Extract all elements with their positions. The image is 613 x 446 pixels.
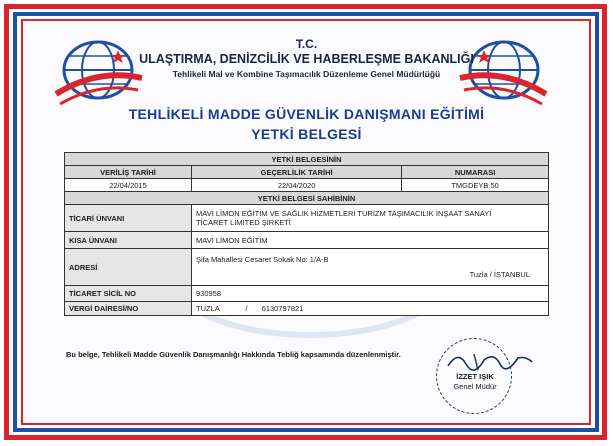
address-value	[192, 249, 549, 286]
tax-value	[192, 302, 549, 316]
certificate-section-header: YETKİ BELGESİNİN	[65, 153, 549, 166]
tax-number: 6130797821	[261, 304, 304, 313]
address-line1: Şifa Mahallesi Cesaret Sokak No: 1/A-B	[196, 255, 329, 264]
trade-name-line1: MAVİ LİMON EĞİTİM VE SAĞLIK HİZMETLERİ TURİZM TAŞIMACILIK İNŞAAT SANAYİ	[196, 209, 492, 218]
short-name-value: MAVİ LİMON EĞİTİM	[192, 232, 549, 249]
number-value: TMGDEYB.50	[402, 179, 549, 192]
trade-name-value	[192, 205, 549, 232]
certificate-table	[64, 152, 549, 316]
tax-label: VERGİ DAİRESİ/NO	[65, 302, 192, 316]
registry-label: TİCARET SİCİL NO	[65, 286, 192, 302]
short-name-label: KISA ÜNVANI	[65, 232, 192, 249]
issue-date-header: VERİLİŞ TARİHİ	[65, 166, 192, 179]
signature-icon	[444, 346, 534, 374]
legal-note: Bu belge, Tehlikeli Madde Güvenlik Danışmanlığı Hakkında Tebliğ kapsamında düzenlenmiştir.	[66, 350, 401, 359]
valid-date-value: 22/04/2020	[192, 179, 402, 192]
address-city: Tuzla / İSTANBUL	[469, 270, 530, 279]
tax-separator: /	[245, 304, 248, 313]
address-label: ADRESİ	[65, 249, 192, 286]
number-header: NUMARASI	[402, 166, 549, 179]
trade-name-label: TİCARİ ÜNVANI	[65, 205, 192, 232]
issue-date-value: 22/04/2015	[65, 179, 192, 192]
signer-title: Genel Müdür	[453, 382, 497, 391]
valid-date-header: GEÇERLİLİK TARİHİ	[192, 166, 402, 179]
holder-section-header: YETKİ BELGESİ SAHİBİNİN	[65, 192, 549, 205]
directorate-name: Tehlikeli Mal ve Kombine Taşımacılık Düzenleme Genel Müdürlüğü	[172, 69, 441, 79]
certificate-subtitle: YETKİ BELGESİ	[251, 126, 362, 142]
ministry-name: ULAŞTIRMA, DENİZCİLİK VE HABERLEŞME BAKANLIĞI	[139, 52, 474, 66]
certificate-title: TEHLİKELİ MADDE GÜVENLİK DANIŞMANI EĞİTİMİ	[128, 106, 485, 122]
registry-value: 930958	[192, 286, 549, 302]
tax-office: TUZLA	[196, 304, 220, 313]
signer-name: İZZET IŞIK	[456, 372, 494, 381]
trade-name-line2: TİCARET LİMİTED ŞİRKETİ	[196, 218, 291, 227]
tc-label: T.C.	[295, 37, 318, 51]
